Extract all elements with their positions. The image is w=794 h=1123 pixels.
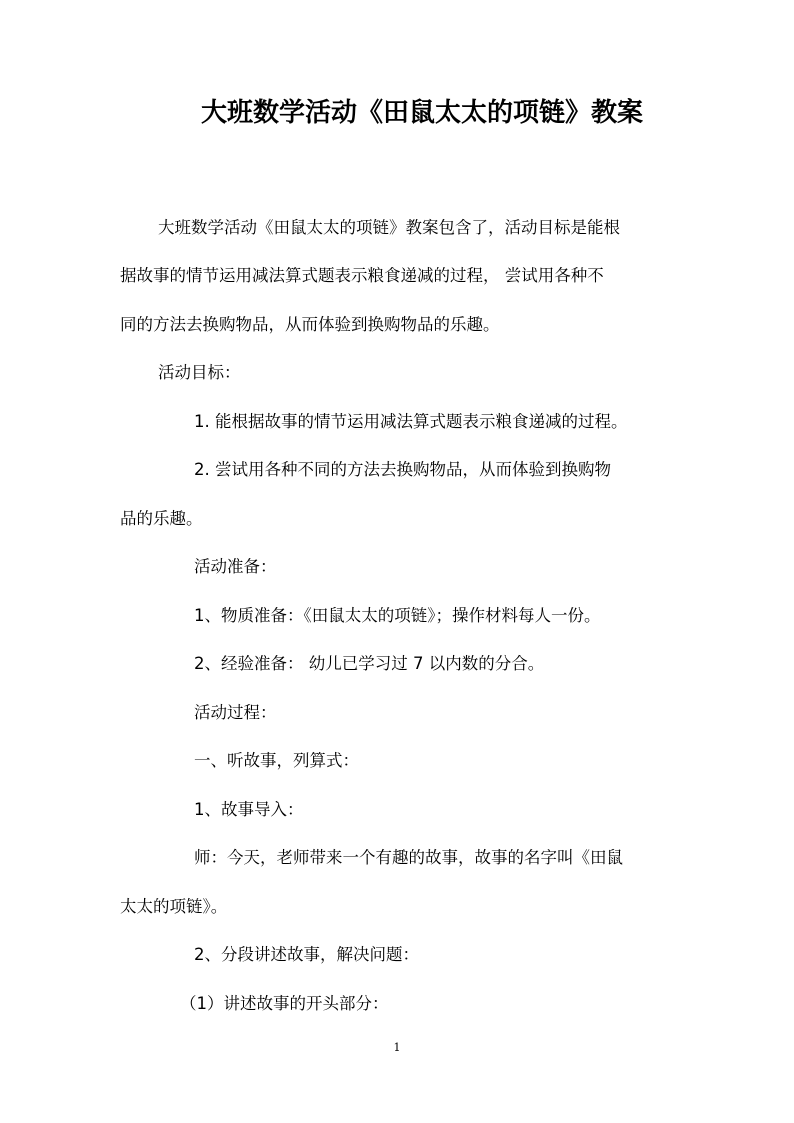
section-heading: 活动准备：	[194, 557, 277, 576]
list-item: 1. 能根据故事的情节运用减法算式题表示粮食递减的过程。	[194, 412, 628, 431]
document-title: 大班数学活动《田鼠太太的项链》教案	[200, 98, 643, 128]
paragraph-line: 师：今天，老师带来一个有趣的故事，故事的名字叫《田鼠	[194, 848, 623, 867]
subsection-heading: 一、听故事，列算式：	[194, 751, 359, 770]
page-number: 1	[393, 1041, 401, 1054]
section-heading: 活动目标：	[158, 363, 241, 382]
list-item: （1）讲述故事的开头部分：	[180, 994, 389, 1013]
section-heading: 活动过程：	[194, 703, 277, 722]
list-item: 1、故事导入：	[194, 800, 304, 819]
list-item: 1、物质准备：《田鼠太太的项链》；操作材料每人一份。	[194, 606, 601, 625]
paragraph-line: 据故事的情节运用减法算式题表示粮食递减的过程， 尝试用各种不	[120, 266, 604, 285]
paragraph-line: 大班数学活动《田鼠太太的项链》教案包含了，活动目标是能根	[158, 218, 620, 237]
paragraph-line: 太太的项链》。	[120, 897, 228, 916]
paragraph-line: 同的方法去换购物品，从而体验到换购物品的乐趣。	[120, 315, 500, 334]
list-item: 2、分段讲述故事，解决问题：	[194, 945, 419, 964]
list-item-continuation: 品的乐趣。	[120, 509, 203, 528]
list-item: 2. 尝试用各种不同的方法去换购物品，从而体验到换购物	[194, 460, 611, 479]
list-item: 2、经验准备： 幼儿已学习过 7 以内数的分合。	[194, 654, 545, 673]
